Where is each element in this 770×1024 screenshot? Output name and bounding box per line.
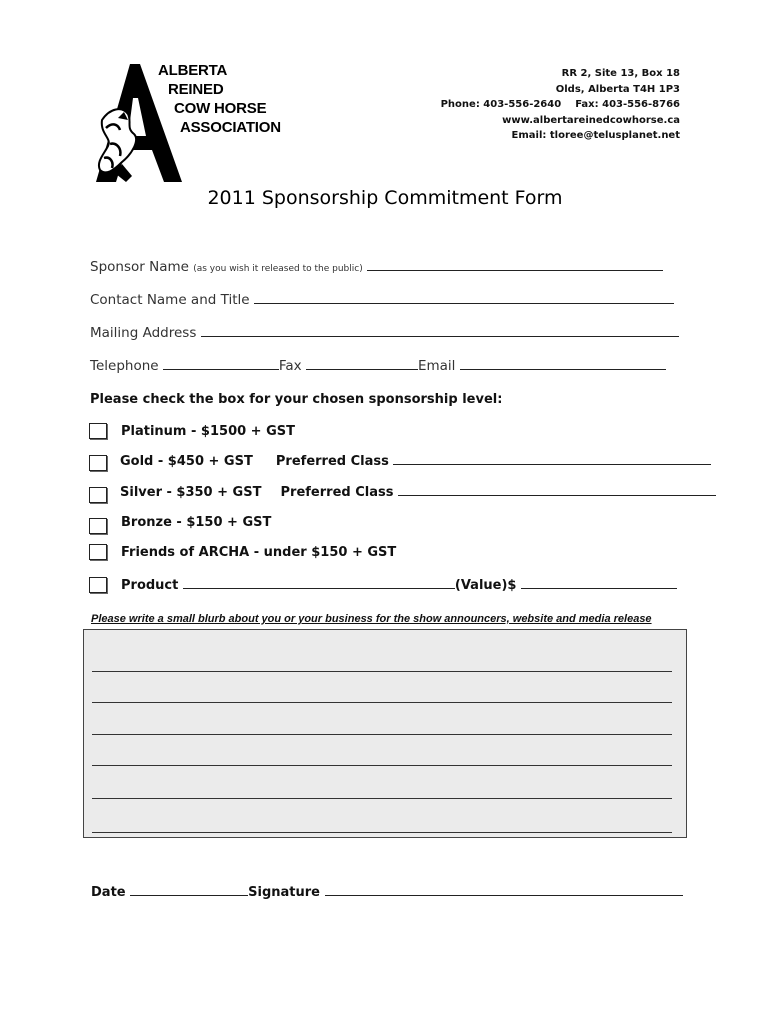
association-logo (92, 58, 302, 188)
signature-input-line[interactable] (325, 885, 683, 896)
product-label: Product (121, 578, 179, 593)
product-input-line[interactable] (183, 578, 455, 589)
sponsorship-level-instruction: Please check the box for your chosen sponsorship level: (90, 392, 503, 407)
website-link[interactable]: www.albertareinedcowhorse.ca (502, 114, 680, 126)
gold-preferred-class-label: Preferred Class (275, 454, 389, 469)
silver-preferred-class-input-line[interactable] (398, 485, 716, 496)
fax-number: Fax: 403-556-8766 (575, 99, 680, 110)
contact-name-label: Contact Name and Title (90, 292, 250, 308)
blurb-line (92, 798, 672, 799)
page-title: 2011 Sponsorship Commitment Form (207, 187, 563, 209)
contact-name-field[interactable] (90, 292, 674, 308)
email-link[interactable]: Email: tloree@telusplanet.net (511, 130, 680, 141)
silver-preferred-class-label: Preferred Class (280, 485, 394, 500)
product-row (121, 578, 677, 593)
contact-name-input-line[interactable] (254, 292, 674, 304)
silver-label: Silver - $350 + GST (120, 485, 262, 500)
fax-input-line[interactable] (306, 358, 418, 370)
blurb-instruction: Please write a small blurb about you or your business for the show announcers, website and media release (91, 613, 652, 625)
phone-number: Phone: 403-556-2640 (440, 99, 562, 110)
date-input-line[interactable] (130, 885, 248, 896)
bronze-checkbox[interactable] (89, 518, 107, 534)
sponsor-name-note: (as you wish it released to the public) (193, 264, 363, 274)
value-label: (Value)$ (454, 578, 517, 593)
blurb-line (92, 832, 672, 833)
platinum-checkbox[interactable] (89, 423, 107, 439)
sponsor-name-input-line[interactable] (367, 259, 663, 271)
logo-text-line-2: REINED (168, 81, 224, 98)
gold-row (120, 454, 711, 469)
logo-text-line-4: ASSOCIATION (180, 119, 281, 136)
phone-fax-line (441, 97, 680, 113)
friends-label: Friends of ARCHA - under $150 + GST (121, 545, 397, 560)
date-signature-row (91, 885, 683, 900)
date-label: Date (91, 885, 126, 900)
gold-preferred-class-input-line[interactable] (393, 454, 711, 465)
product-checkbox[interactable] (89, 577, 107, 593)
email-input-line[interactable] (460, 358, 666, 370)
sponsor-name-field[interactable] (90, 259, 663, 275)
silver-checkbox[interactable] (89, 487, 107, 503)
mailing-address-input-line[interactable] (201, 325, 679, 337)
telephone-label: Telephone (90, 358, 159, 374)
blurb-line (92, 734, 672, 735)
email-label: Email (417, 358, 456, 374)
contact-info (441, 66, 680, 144)
logo-text-line-3: COW HORSE (174, 100, 267, 117)
mailing-address-label: Mailing Address (90, 325, 197, 341)
platinum-label: Platinum - $1500 + GST (121, 424, 296, 439)
blurb-text-area[interactable] (83, 629, 687, 838)
address-line-1: RR 2, Site 13, Box 18 (561, 68, 680, 79)
blurb-line (92, 702, 672, 703)
sponsor-name-label: Sponsor Name (90, 259, 189, 275)
fax-label: Fax (278, 358, 302, 374)
signature-label: Signature (248, 885, 320, 900)
address-line-2: Olds, Alberta T4H 1P3 (555, 83, 680, 95)
mailing-address-field[interactable] (90, 325, 679, 341)
blurb-line (92, 765, 672, 766)
bronze-label: Bronze - $150 + GST (121, 515, 272, 530)
blurb-line (92, 671, 672, 672)
logo-text-line-1: ALBERTA (158, 62, 228, 79)
gold-label: Gold - $450 + GST (120, 454, 253, 469)
silver-row (120, 485, 716, 500)
telephone-input-line[interactable] (163, 358, 279, 370)
telephone-fax-email-row (90, 358, 666, 374)
friends-checkbox[interactable] (89, 544, 107, 560)
gold-checkbox[interactable] (89, 455, 107, 471)
value-input-line[interactable] (521, 578, 677, 589)
